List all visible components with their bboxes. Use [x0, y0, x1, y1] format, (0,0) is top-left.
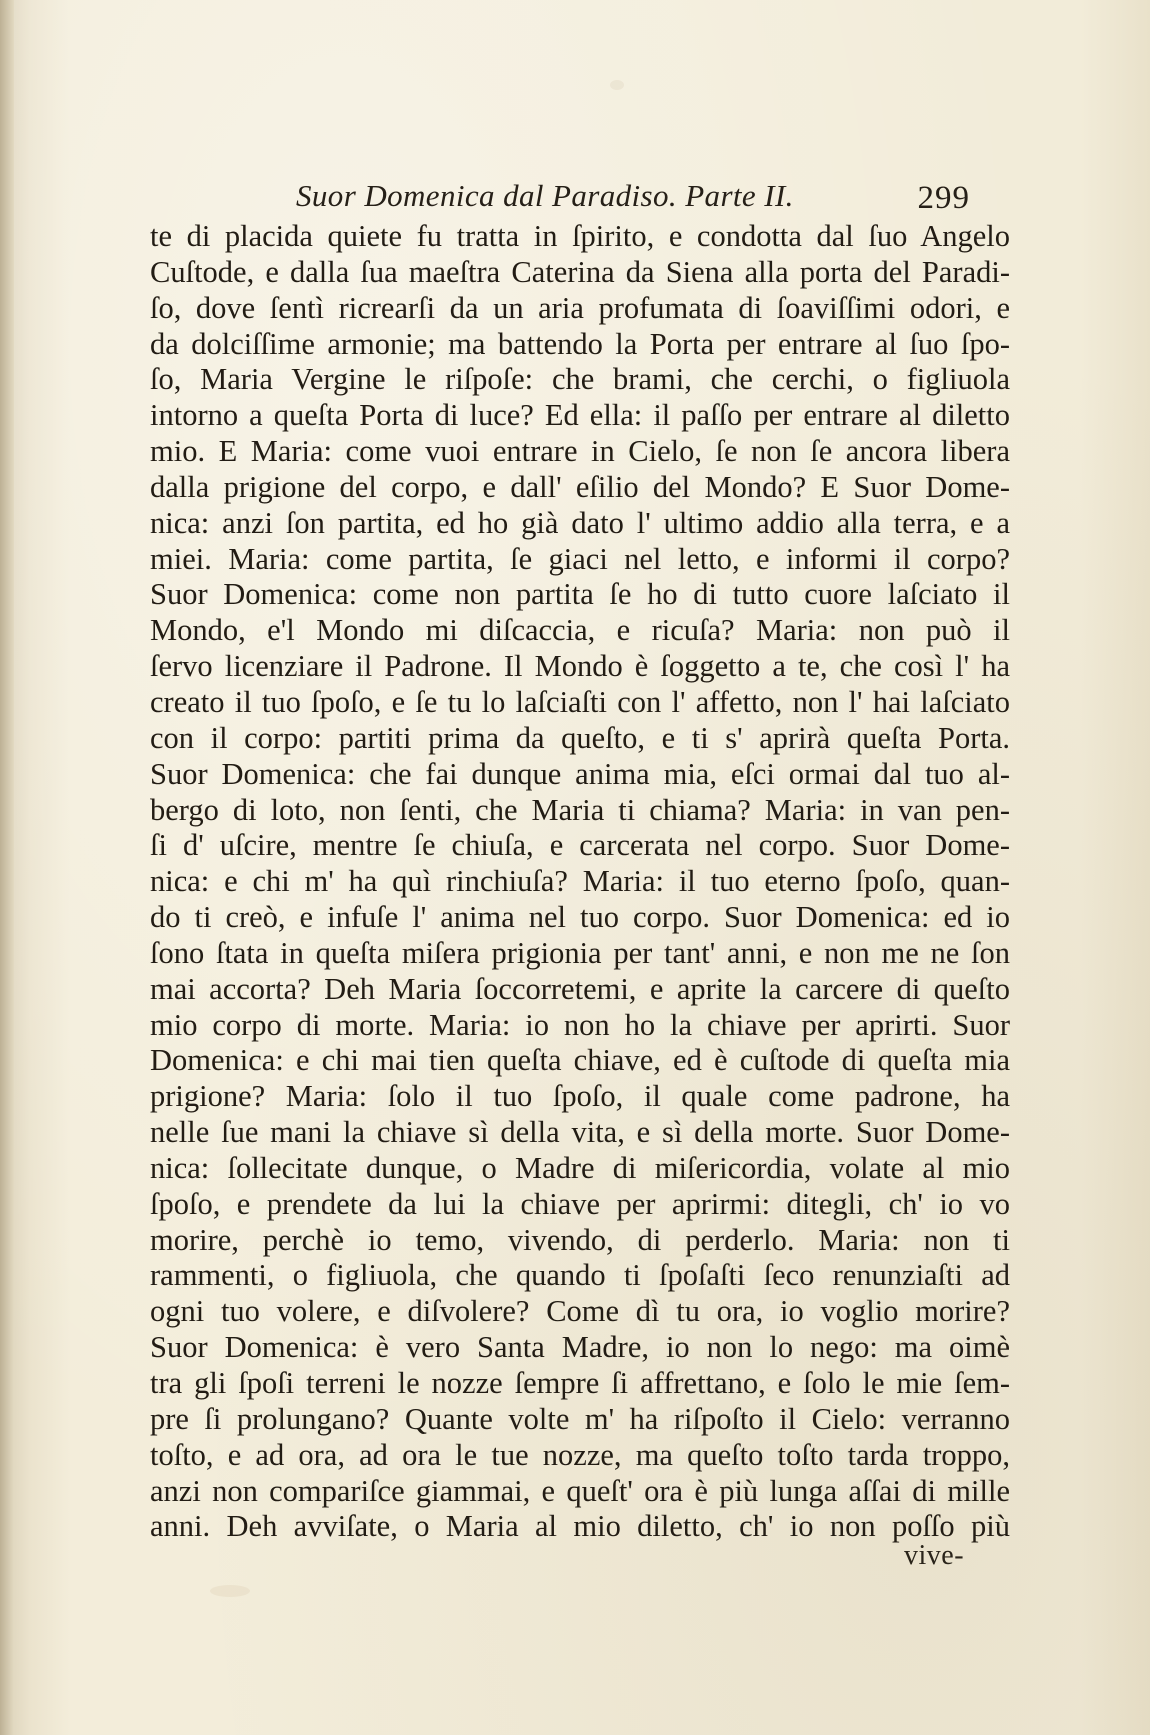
catchword: vive-	[904, 1540, 965, 1571]
text-line: te di placida quiete fu tratta in ſpirito, e condotta dal ſuo Angelo	[150, 219, 1010, 253]
text-line: ſervo licenziare il Padrone. Il Mondo è ſoggetto a te, che così l' ha	[150, 649, 1010, 684]
text-line: anni. Deh avviſate, o Maria al mio diletto, ch' io non poſſo più	[150, 1509, 1010, 1544]
text-line: miei. Maria: come partita, ſe giaci nel letto, e informi il corpo?	[150, 541, 1010, 576]
text-line: ſono ſtata in queſta miſera prigionia per tant' anni, e non me ne ſon	[150, 935, 1010, 970]
text-line: Cuſtode, e dalla ſua maeſtra Caterina da Siena alla porta del Paradi-	[150, 254, 1010, 289]
text-line: da dolciſſime armonie; ma battendo la Porta per entrare al ſuo ſpo-	[150, 326, 1010, 361]
text-line: pre ſi prolungano? Quante volte m' ha riſpoſto il Cielo: verranno	[150, 1401, 1010, 1436]
text-line: nica: anzi ſon partita, ed ho già dato l' ultimo addio alla terra, e a	[150, 505, 1010, 540]
text-line: anzi non compariſce giammai, e queſt' ora è più lunga aſſai di mille	[150, 1473, 1010, 1508]
text-line: nica: e chi m' ha quì rinchiuſa? Maria: il tuo eterno ſpoſo, quan-	[150, 864, 1010, 899]
text-line: ſpoſo, e prendete da lui la chiave per aprirmi: ditegli, ch' io vo	[150, 1186, 1010, 1221]
running-title: Suor Domenica dal Paradiso. Parte II.	[296, 178, 794, 213]
text-line: Suor Domenica: come non partita ſe ho di tutto cuore laſciato il	[150, 577, 1010, 612]
text-line: nica: ſollecitate dunque, o Madre di miſericordia, volate al mio	[150, 1150, 1010, 1185]
text-line: nelle ſue mani la chiave sì della vita, e sì della morte. Suor Dome-	[150, 1115, 1010, 1150]
text-line: rammenti, o figliuola, che quando ti ſpoſaſti ſeco renunziaſti ad	[150, 1258, 1010, 1293]
text-line: con il corpo: partiti prima da queſto, e ti s' aprirà queſta Porta.	[150, 720, 1010, 755]
page-gutter-edge	[0, 0, 14, 1735]
text-line: Domenica: e chi mai tien queſta chiave, ed è cuſtode di queſta mia	[150, 1043, 1010, 1078]
page-number: 299	[917, 180, 970, 216]
text-line: Suor Domenica: è vero Santa Madre, io non lo nego: ma oimè	[150, 1330, 1010, 1365]
text-line: ogni tuo volere, e diſvolere? Come dì tu ora, io voglio morire?	[150, 1294, 1010, 1329]
text-line: ſi d' uſcire, mentre ſe chiuſa, e carcerata nel corpo. Suor Dome-	[150, 828, 1010, 863]
text-line: bergo di loto, non ſenti, che Maria ti chiama? Maria: in van pen-	[150, 792, 1010, 827]
text-line: tra gli ſpoſi terreni le nozze ſempre ſi affrettano, e ſolo le mie ſem-	[150, 1366, 1010, 1400]
paper-spot	[610, 80, 624, 90]
text-line: Mondo, e'l Mondo mi diſcaccia, e ricuſa? Maria: non può il	[150, 613, 1010, 648]
text-line: morire, perchè io temo, vivendo, di perderlo. Maria: non ti	[150, 1222, 1010, 1257]
text-line: mio. E Maria: come vuoi entrare in Cielo, ſe non ſe ancora libera	[150, 434, 1010, 469]
running-head	[296, 172, 976, 222]
text-line: intorno a queſta Porta di luce? Ed ella: il paſſo per entrare al diletto	[150, 398, 1010, 433]
body-text	[150, 219, 1010, 1545]
text-line: Suor Domenica: che fai dunque anima mia, eſci ormai dal tuo al-	[150, 756, 1010, 791]
text-line: mai accorta? Deh Maria ſoccorretemi, e aprite la carcere di queſto	[150, 971, 1010, 1006]
text-line: dalla prigione del corpo, e dall' eſilio del Mondo? E Suor Dome-	[150, 469, 1010, 504]
text-line: do ti creò, e infuſe l' anima nel tuo corpo. Suor Domenica: ed io	[150, 900, 1010, 935]
text-line: toſto, e ad ora, ad ora le tue nozze, ma queſto toſto tarda troppo,	[150, 1437, 1010, 1472]
text-line: mio corpo di morte. Maria: io non ho la chiave per aprirti. Suor	[150, 1007, 1010, 1042]
paper-spot	[210, 1585, 250, 1597]
text-line: ſo, dove ſentì ricrearſi da un aria profumata di ſoaviſſimi odori, e	[150, 290, 1010, 325]
text-line: prigione? Maria: ſolo il tuo ſpoſo, il quale come padrone, ha	[150, 1079, 1010, 1114]
text-line: creato il tuo ſpoſo, e ſe tu lo laſciaſti con l' affetto, non l' hai laſciato	[150, 684, 1010, 719]
text-line: ſo, Maria Vergine le riſpoſe: che brami, che cerchi, o figliuola	[150, 362, 1010, 397]
